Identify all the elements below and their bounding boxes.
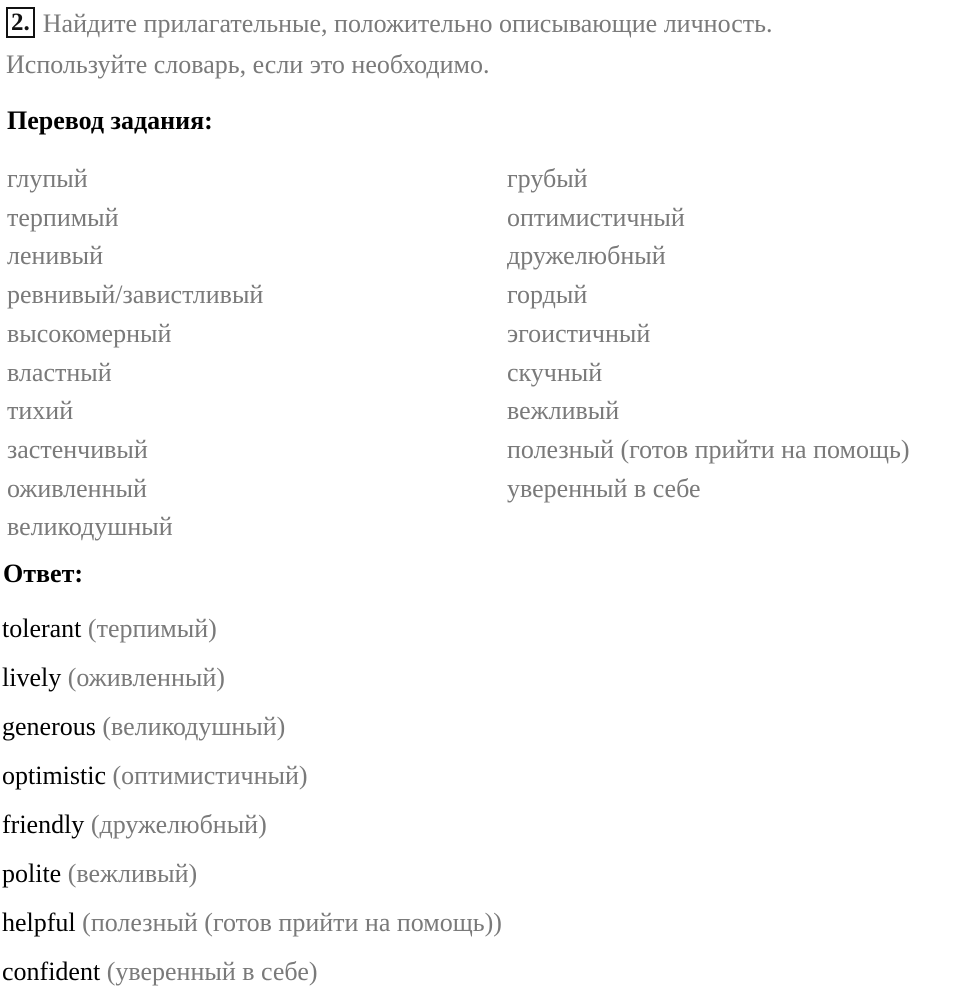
word-item: гордый	[507, 280, 588, 310]
task-text-line-1: Найдите прилагательные, положительно описывающие личность.	[42, 9, 773, 38]
word-item: грубый	[507, 164, 588, 193]
answer-russian: (полезный (готов прийти на помощь))	[82, 908, 502, 937]
answer-item	[2, 653, 502, 702]
answer-russian: (терпимый)	[87, 614, 217, 643]
word-list-right	[507, 160, 909, 508]
answer-russian: (уверенный в себе)	[106, 957, 318, 986]
word-item: властный	[7, 357, 112, 387]
word-item: полезный (готов прийти на помощь)	[507, 434, 910, 464]
word-item: уверенный в себе	[507, 473, 701, 503]
answer-item	[2, 947, 502, 996]
word-item: тихий	[7, 396, 74, 426]
translation-heading: Перевод задания:	[7, 106, 213, 135]
task-statement	[6, 3, 956, 85]
answer-item	[2, 604, 502, 653]
word-item: дружелюбный	[507, 241, 666, 271]
answer-russian: (оживленный)	[67, 663, 225, 692]
answer-item	[2, 702, 502, 751]
answer-russian: (великодушный)	[102, 712, 286, 741]
word-item: оживленный	[7, 473, 147, 503]
answer-russian: (дружелюбный)	[90, 810, 267, 839]
answer-item	[2, 849, 502, 898]
answer-english: confident	[2, 957, 101, 986]
answer-english: polite	[2, 859, 62, 888]
answer-english: friendly	[2, 810, 85, 839]
word-item: застенчивый	[7, 434, 148, 464]
word-item: терпимый	[7, 202, 119, 232]
answer-english: helpful	[2, 908, 76, 937]
word-item: великодушный	[7, 512, 173, 542]
answer-english: lively	[2, 663, 62, 692]
answer-english: optimistic	[2, 761, 106, 790]
answer-russian: (оптимистичный)	[112, 761, 308, 790]
word-list-left	[7, 160, 263, 547]
answer-english: generous	[2, 712, 96, 741]
word-item: ленивый	[7, 241, 104, 271]
word-item: скучный	[507, 357, 603, 387]
word-item: вежливый	[507, 396, 620, 426]
answer-heading: Ответ:	[3, 559, 84, 588]
answer-item	[2, 751, 502, 800]
word-item: эгоистичный	[507, 318, 651, 348]
answer-english: tolerant	[2, 614, 82, 643]
answer-list	[2, 604, 502, 996]
word-item: оптимистичный	[507, 202, 685, 232]
task-text-line-2: Используйте словарь, если это необходимо.	[6, 50, 490, 79]
word-item: глупый	[7, 164, 88, 193]
task-number-badge: 2.	[6, 7, 35, 38]
answer-item	[2, 800, 502, 849]
word-item: высокомерный	[7, 318, 172, 348]
answer-russian: (вежливый)	[67, 859, 198, 888]
answer-item	[2, 898, 502, 947]
word-item: ревнивый/завистливый	[7, 280, 264, 310]
